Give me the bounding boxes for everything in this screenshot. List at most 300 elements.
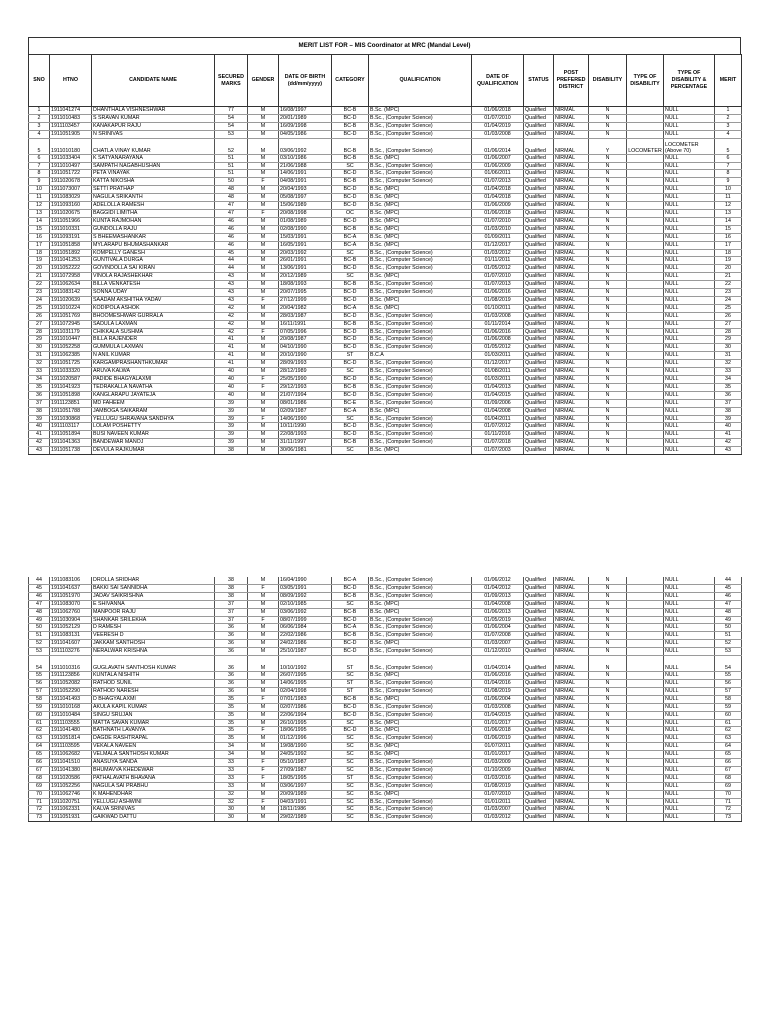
cell-category: BC-D <box>332 289 369 297</box>
cell-gender: M <box>248 806 279 814</box>
cell-gender: M <box>248 249 279 257</box>
cell-candidate-name: K MAHENDHAR <box>92 790 215 798</box>
cell-disability: N <box>589 296 627 304</box>
cell-marks: 30 <box>215 806 248 814</box>
cell-disability-type <box>627 130 664 138</box>
cell-qualification: B.Sc., (Computer Science) <box>369 584 472 592</box>
cell-sno: 5 <box>29 138 50 154</box>
cell-disability: N <box>589 233 627 241</box>
cell-disability: N <box>589 241 627 249</box>
cell-category: SC <box>332 368 369 376</box>
cell-qualification-date: 01/06/2009 <box>472 162 524 170</box>
cell-dob: 01/12/1996 <box>279 735 332 743</box>
cell-candidate-name: BILLA VENKATESH <box>92 281 215 289</box>
cell-disability-percentage: NULL <box>664 719 715 727</box>
cell-marks: 35 <box>215 719 248 727</box>
cell-qualification-date: 01/08/2019 <box>472 687 524 695</box>
cell-gender: M <box>248 592 279 600</box>
cell-category: BC-D <box>332 170 369 178</box>
cell-merit: 50 <box>715 624 742 632</box>
cell-gender: M <box>248 407 279 415</box>
cell-htno: 1911123851 <box>50 399 92 407</box>
cell-merit: 64 <box>715 743 742 751</box>
cell-dob: 15/06/1989 <box>279 202 332 210</box>
cell-district: NIRMAL <box>554 352 589 360</box>
cell-marks: 36 <box>215 687 248 695</box>
cell-status: Qualified <box>524 624 554 632</box>
cell-gender: M <box>248 679 279 687</box>
table-row <box>29 672 742 680</box>
cell-qualification: B.Sc., (Computer Science) <box>369 360 472 368</box>
table-row <box>29 656 742 672</box>
cell-qualification-date: 01/07/2018 <box>472 439 524 447</box>
cell-marks: 77 <box>215 107 248 115</box>
cell-marks: 39 <box>215 439 248 447</box>
cell-candidate-name: RATHOD NARESH <box>92 687 215 695</box>
cell-district: NIRMAL <box>554 225 589 233</box>
cell-disability-percentage: NULL <box>664 415 715 423</box>
cell-marks: 36 <box>215 656 248 672</box>
cell-sno: 63 <box>29 735 50 743</box>
cell-gender: M <box>248 640 279 648</box>
table-row <box>29 751 742 759</box>
table-row <box>29 727 742 735</box>
table-row <box>29 447 742 455</box>
cell-marks: 46 <box>215 217 248 225</box>
cell-merit: 28 <box>715 328 742 336</box>
cell-category: SC <box>332 162 369 170</box>
table-row <box>29 592 742 600</box>
cell-htno: 1911010484 <box>50 711 92 719</box>
table-row <box>29 759 742 767</box>
table-row <box>29 774 742 782</box>
cell-marks: 47 <box>215 202 248 210</box>
cell-gender: F <box>248 766 279 774</box>
cell-category: SC <box>332 790 369 798</box>
cell-category: BC-D <box>332 640 369 648</box>
cell-category: BC-D <box>332 217 369 225</box>
cell-dob: 02/04/1998 <box>279 687 332 695</box>
cell-category: BC-B <box>332 608 369 616</box>
cell-gender: M <box>248 711 279 719</box>
cell-htno: 1911041253 <box>50 257 92 265</box>
cell-candidate-name: YELLUGU ASHWINI <box>92 798 215 806</box>
cell-qualification-date: 01/06/2014 <box>472 138 524 154</box>
cell-category: BC-B <box>332 257 369 265</box>
cell-gender: F <box>248 376 279 384</box>
cell-status: Qualified <box>524 162 554 170</box>
cell-status: Qualified <box>524 727 554 735</box>
cell-dob: 16/04/1990 <box>279 577 332 584</box>
cell-qualification-date: 01/03/2010 <box>472 225 524 233</box>
table-row <box>29 640 742 648</box>
cell-dob: 20/09/1989 <box>279 790 332 798</box>
cell-qualification-date: 01/03/2007 <box>472 640 524 648</box>
cell-gender: F <box>248 727 279 735</box>
cell-status: Qualified <box>524 249 554 257</box>
cell-category: SC <box>332 600 369 608</box>
cell-qualification: B.Sc., (Computer Science) <box>369 281 472 289</box>
table-row <box>29 407 742 415</box>
table-row <box>29 202 742 210</box>
cell-dob: 04/08/1991 <box>279 178 332 186</box>
cell-qualification: B.Sc. (MPC) <box>369 194 472 202</box>
cell-category: SC <box>332 743 369 751</box>
cell-marks: 34 <box>215 751 248 759</box>
cell-merit: 27 <box>715 320 742 328</box>
cell-status: Qualified <box>524 431 554 439</box>
cell-disability-percentage: NULL <box>664 759 715 767</box>
cell-disability: N <box>589 735 627 743</box>
cell-qualification-date: 01/07/2003 <box>472 447 524 455</box>
cell-qualification: B.Sc. (MPC) <box>369 304 472 312</box>
cell-dob: 26/01/1991 <box>279 257 332 265</box>
cell-status: Qualified <box>524 719 554 727</box>
table-row <box>29 249 742 257</box>
cell-qualification: B.Sc. (MPC) <box>369 719 472 727</box>
cell-marks: 38 <box>215 577 248 584</box>
cell-disability-percentage: NULL <box>664 107 715 115</box>
cell-disability-type <box>627 328 664 336</box>
cell-category: BC-D <box>332 360 369 368</box>
table-row <box>29 798 742 806</box>
cell-qualification: B.Sc., (Computer Science) <box>369 368 472 376</box>
cell-sno: 48 <box>29 608 50 616</box>
cell-marks: 33 <box>215 774 248 782</box>
cell-merit: 40 <box>715 423 742 431</box>
cell-sno: 61 <box>29 719 50 727</box>
cell-htno: 1911010224 <box>50 304 92 312</box>
cell-district: NIRMAL <box>554 249 589 257</box>
cell-qualification: B.Sc. (MPC) <box>369 273 472 281</box>
cell-dob: 02/08/1990 <box>279 225 332 233</box>
cell-merit: 19 <box>715 257 742 265</box>
cell-status: Qualified <box>524 233 554 241</box>
cell-disability-percentage: NULL <box>664 265 715 273</box>
table-row <box>29 320 742 328</box>
cell-disability-type <box>627 241 664 249</box>
cell-marks: 38 <box>215 447 248 455</box>
cell-disability: N <box>589 766 627 774</box>
cell-category: ST <box>332 774 369 782</box>
cell-gender: M <box>248 225 279 233</box>
cell-disability-percentage: NULL <box>664 233 715 241</box>
cell-dob: 24/05/1992 <box>279 751 332 759</box>
cell-disability-type <box>627 407 664 415</box>
cell-disability-percentage: NULL <box>664 743 715 751</box>
table-row <box>29 328 742 336</box>
cell-candidate-name: S SRAVAN KUMAR <box>92 114 215 122</box>
cell-disability-type <box>627 751 664 759</box>
cell-category: BC-B <box>332 439 369 447</box>
cell-disability-type <box>627 352 664 360</box>
cell-qualification: B.Sc. (MPC) <box>369 186 472 194</box>
cell-district: NIRMAL <box>554 600 589 608</box>
table-row <box>29 577 742 584</box>
cell-disability: N <box>589 806 627 814</box>
cell-status: Qualified <box>524 743 554 751</box>
cell-qualification: B.Sc. (MPC) <box>369 217 472 225</box>
cell-disability-percentage: NULL <box>664 751 715 759</box>
cell-disability-percentage: NULL <box>664 154 715 162</box>
cell-disability-percentage: NULL <box>664 616 715 624</box>
cell-marks: 42 <box>215 312 248 320</box>
cell-category: BC-D <box>332 186 369 194</box>
cell-dob: 21/06/1988 <box>279 162 332 170</box>
cell-qualification: B.Sc., (Computer Science) <box>369 431 472 439</box>
cell-disability: Y <box>589 138 627 154</box>
cell-htno: 1911093160 <box>50 202 92 210</box>
cell-dob: 22/02/1986 <box>279 632 332 640</box>
cell-disability: N <box>589 431 627 439</box>
cell-disability: N <box>589 584 627 592</box>
cell-merit: 48 <box>715 608 742 616</box>
cell-qualification: B.Sc. (MPC) <box>369 600 472 608</box>
cell-category: BC-B <box>332 154 369 162</box>
cell-qualification-date: 01/06/2018 <box>472 107 524 115</box>
cell-category: SC <box>332 798 369 806</box>
cell-gender: M <box>248 289 279 297</box>
cell-qualification: B.Sc. (MPC) <box>369 225 472 233</box>
cell-disability-type <box>627 743 664 751</box>
cell-htno: 1911051892 <box>50 249 92 257</box>
cell-htno: 1911083142 <box>50 289 92 297</box>
table-row <box>29 423 742 431</box>
cell-district: NIRMAL <box>554 233 589 241</box>
cell-merit: 13 <box>715 209 742 217</box>
cell-merit: 37 <box>715 399 742 407</box>
cell-htno: 1911010180 <box>50 138 92 154</box>
cell-disability: N <box>589 695 627 703</box>
cell-sno: 58 <box>29 695 50 703</box>
cell-qualification: B.Sc., (Computer Science) <box>369 328 472 336</box>
cell-marks: 38 <box>215 592 248 600</box>
cell-status: Qualified <box>524 790 554 798</box>
cell-disability-percentage: NULL <box>664 257 715 265</box>
cell-qualification: B.Sc., (Computer Science) <box>369 289 472 297</box>
cell-htno: 1911103276 <box>50 648 92 656</box>
table-row <box>29 225 742 233</box>
cell-candidate-name: K SATYANARAYANA <box>92 154 215 162</box>
cell-dob: 20/04/1993 <box>279 186 332 194</box>
cell-status: Qualified <box>524 225 554 233</box>
cell-dob: 20/04/1982 <box>279 304 332 312</box>
cell-disability-percentage: NULL <box>664 711 715 719</box>
cell-gender: M <box>248 217 279 225</box>
cell-category: BC-A <box>332 233 369 241</box>
cell-htno: 1911041637 <box>50 584 92 592</box>
cell-gender: F <box>248 616 279 624</box>
cell-marks: 35 <box>215 703 248 711</box>
merit-table <box>28 54 742 455</box>
cell-disability-percentage: NULL <box>664 814 715 822</box>
cell-disability-type <box>627 695 664 703</box>
cell-merit: 36 <box>715 391 742 399</box>
cell-merit: 7 <box>715 162 742 170</box>
cell-dob: 25/10/1987 <box>279 648 332 656</box>
cell-dob: 16/11/1991 <box>279 320 332 328</box>
cell-category: BC-D <box>332 194 369 202</box>
cell-status: Qualified <box>524 304 554 312</box>
cell-candidate-name: VINOLA RAJASHEKHAR <box>92 273 215 281</box>
cell-candidate-name: DHANTHALA VISHNESHWAR <box>92 107 215 115</box>
cell-qualification: B.Sc., (Computer Science) <box>369 735 472 743</box>
cell-dob: 27/12/1999 <box>279 296 332 304</box>
cell-district: NIRMAL <box>554 186 589 194</box>
cell-disability: N <box>589 759 627 767</box>
cell-dob: 28/12/1989 <box>279 368 332 376</box>
cell-disability-percentage: NULL <box>664 703 715 711</box>
cell-marks: 30 <box>215 814 248 822</box>
cell-marks: 40 <box>215 391 248 399</box>
cell-qualification-date: 01/04/2013 <box>472 383 524 391</box>
cell-qualification: B.Sc., (Computer Science) <box>369 391 472 399</box>
cell-candidate-name: GUNDOLLA RAJU <box>92 225 215 233</box>
cell-merit: 41 <box>715 431 742 439</box>
cell-merit: 54 <box>715 656 742 672</box>
cell-marks: 39 <box>215 399 248 407</box>
cell-sno: 1 <box>29 107 50 115</box>
cell-merit: 18 <box>715 249 742 257</box>
cell-merit: 8 <box>715 170 742 178</box>
cell-disability-type <box>627 584 664 592</box>
cell-qualification-date: 01/09/2013 <box>472 592 524 600</box>
cell-district: NIRMAL <box>554 616 589 624</box>
cell-gender: M <box>248 273 279 281</box>
cell-district: NIRMAL <box>554 344 589 352</box>
cell-gender: F <box>248 415 279 423</box>
cell-dob: 04/03/1991 <box>279 798 332 806</box>
cell-qualification: B.Sc., (Computer Science) <box>369 592 472 600</box>
cell-dob: 16/08/1997 <box>279 107 332 115</box>
cell-disability: N <box>589 719 627 727</box>
cell-htno: 1911020587 <box>50 376 92 384</box>
cell-disability-percentage: NULL <box>664 624 715 632</box>
cell-qualification: B.Sc., (Computer Science) <box>369 679 472 687</box>
cell-status: Qualified <box>524 577 554 584</box>
cell-candidate-name: SINGU SRUJAN <box>92 711 215 719</box>
cell-category: BC-D <box>332 616 369 624</box>
cell-category: SC <box>332 447 369 455</box>
table-row <box>29 600 742 608</box>
cell-htno: 1911033320 <box>50 368 92 376</box>
cell-disability-percentage: NULL <box>664 695 715 703</box>
cell-disability: N <box>589 814 627 822</box>
table-row <box>29 735 742 743</box>
cell-qualification-date: 01/03/2009 <box>472 759 524 767</box>
cell-sno: 71 <box>29 798 50 806</box>
column-header: QUALIFICATION <box>369 55 472 107</box>
column-header: POST PREFERED DISTRICT <box>554 55 589 107</box>
cell-disability-type <box>627 225 664 233</box>
cell-qualification: B.Sc., (Computer Science) <box>369 798 472 806</box>
cell-district: NIRMAL <box>554 399 589 407</box>
cell-disability-percentage: NULL <box>664 447 715 455</box>
cell-htno: 1911010331 <box>50 225 92 233</box>
cell-category: BC-D <box>332 130 369 138</box>
cell-disability-percentage: NULL <box>664 328 715 336</box>
cell-qualification: B.Sc., (Computer Science) <box>369 439 472 447</box>
cell-htno: 1911041480 <box>50 727 92 735</box>
cell-disability-percentage: NULL <box>664 798 715 806</box>
cell-qualification: B.Sc., (Computer Science) <box>369 648 472 656</box>
cell-qualification-date: 01/06/2016 <box>472 672 524 680</box>
cell-marks: 36 <box>215 648 248 656</box>
cell-district: NIRMAL <box>554 766 589 774</box>
cell-category: SC <box>332 249 369 257</box>
cell-status: Qualified <box>524 107 554 115</box>
cell-marks: 43 <box>215 273 248 281</box>
cell-dob: 22/06/1994 <box>279 711 332 719</box>
table-row <box>29 130 742 138</box>
cell-category: BC-A <box>332 304 369 312</box>
cell-dob: 31/11/1997 <box>279 439 332 447</box>
cell-candidate-name: GOVINDOLLA SAI KIRAN <box>92 265 215 273</box>
cell-status: Qualified <box>524 423 554 431</box>
cell-htno: 1911052082 <box>50 679 92 687</box>
cell-merit: 43 <box>715 447 742 455</box>
cell-gender: F <box>248 759 279 767</box>
cell-marks: 40 <box>215 383 248 391</box>
cell-candidate-name: PETA VINAYAK <box>92 170 215 178</box>
cell-gender: M <box>248 447 279 455</box>
cell-htno: 1911051738 <box>50 447 92 455</box>
cell-qualification: B.Sc., (Computer Science) <box>369 170 472 178</box>
cell-status: Qualified <box>524 774 554 782</box>
cell-status: Qualified <box>524 695 554 703</box>
cell-qualification-date: 01/06/2007 <box>472 154 524 162</box>
cell-merit: 59 <box>715 703 742 711</box>
cell-merit: 1 <box>715 107 742 115</box>
cell-disability: N <box>589 114 627 122</box>
cell-marks: 32 <box>215 798 248 806</box>
cell-status: Qualified <box>524 289 554 297</box>
cell-htno: 1911051722 <box>50 170 92 178</box>
cell-qualification-date: 01/04/2008 <box>472 407 524 415</box>
cell-disability-type <box>627 790 664 798</box>
cell-htno: 1911073007 <box>50 186 92 194</box>
cell-merit: 52 <box>715 640 742 648</box>
cell-gender: M <box>248 360 279 368</box>
cell-disability-percentage: NULL <box>664 407 715 415</box>
cell-merit: 24 <box>715 296 742 304</box>
cell-disability-type <box>627 336 664 344</box>
cell-sno: 40 <box>29 423 50 431</box>
cell-disability-percentage: NULL <box>664 656 715 672</box>
cell-disability-type <box>627 600 664 608</box>
cell-disability-type <box>627 186 664 194</box>
cell-sno: 6 <box>29 154 50 162</box>
table-row <box>29 265 742 273</box>
cell-merit: 9 <box>715 178 742 186</box>
cell-marks: 40 <box>215 368 248 376</box>
cell-marks: 34 <box>215 743 248 751</box>
cell-status: Qualified <box>524 616 554 624</box>
cell-marks: 39 <box>215 423 248 431</box>
cell-qualification-date: 01/07/2013 <box>472 281 524 289</box>
cell-htno: 1911051931 <box>50 814 92 822</box>
cell-dob: 06/06/1984 <box>279 624 332 632</box>
cell-status: Qualified <box>524 154 554 162</box>
cell-category: BC-B <box>332 122 369 130</box>
cell-category: BC-A <box>332 577 369 584</box>
cell-dob: 25/05/1990 <box>279 376 332 384</box>
cell-category: SC <box>332 814 369 822</box>
cell-htno: 1911093191 <box>50 233 92 241</box>
cell-htno: 1911123856 <box>50 672 92 680</box>
cell-candidate-name: BANDEWAR MANOJ <box>92 439 215 447</box>
cell-marks: 36 <box>215 679 248 687</box>
